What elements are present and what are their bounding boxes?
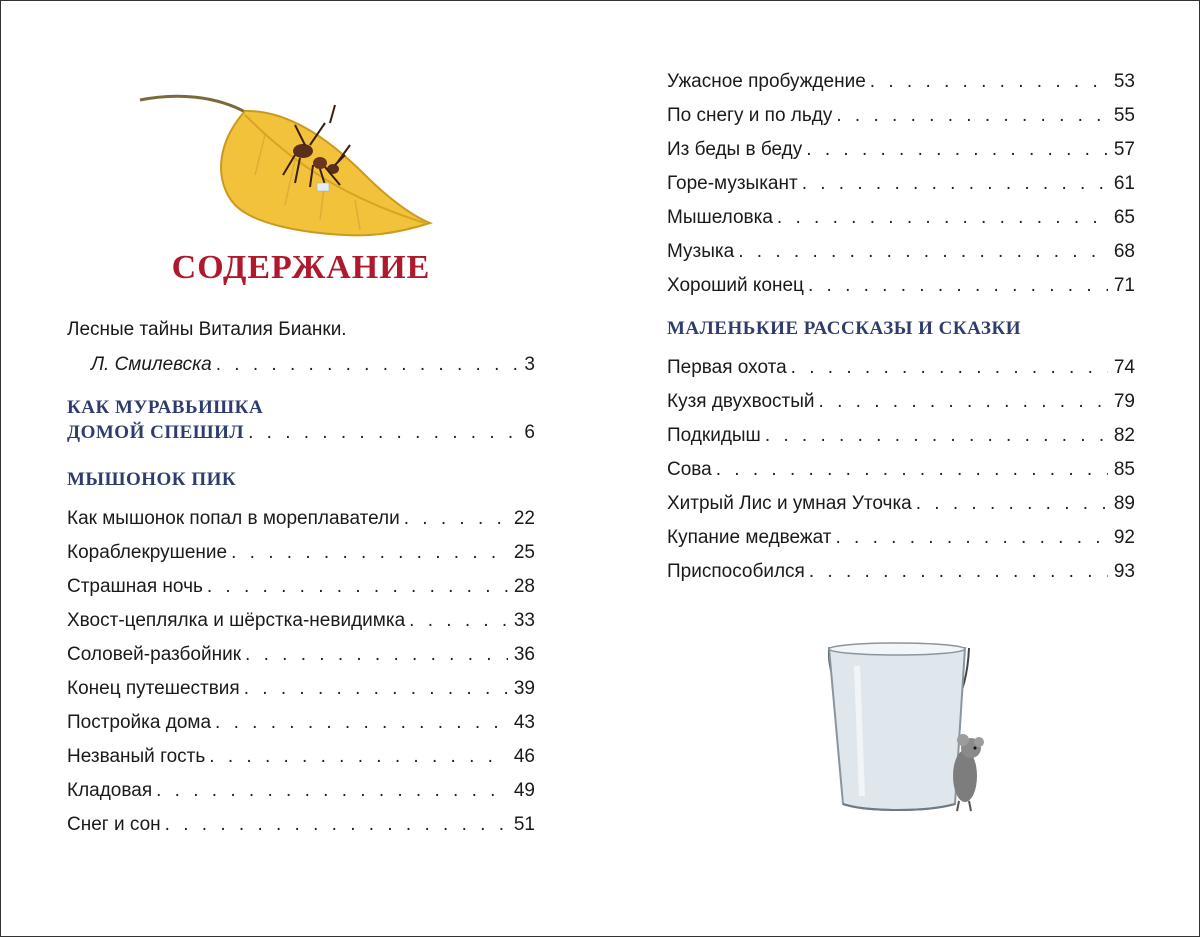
toc-page-number: 55 <box>1113 105 1135 126</box>
toc-entry-title: Незваный гость <box>67 746 206 767</box>
toc-page-number: 65 <box>1113 207 1135 228</box>
toc-entry-title: Сова <box>667 459 712 480</box>
toc-entry[interactable] <box>667 197 1135 231</box>
toc-entry[interactable] <box>67 736 535 770</box>
leader-dots <box>716 459 1108 481</box>
leader-dots <box>209 746 508 768</box>
toc-entry-title: Снег и сон <box>67 814 161 835</box>
toc-entry[interactable] <box>667 163 1135 197</box>
leader-dots <box>819 391 1108 413</box>
toc-page-number: 89 <box>1113 493 1135 514</box>
toc-entry-author: Л. Смилевска <box>91 354 212 375</box>
spacer <box>67 378 535 396</box>
toc-entry[interactable] <box>667 449 1135 483</box>
leader-dots <box>156 780 508 802</box>
toc-page-number: 57 <box>1113 139 1135 160</box>
leader-dots <box>791 357 1108 379</box>
toc-entry-preface-author[interactable] <box>67 344 535 378</box>
toc-entry-preface[interactable] <box>67 318 535 344</box>
toc-page-number: 25 <box>513 542 535 563</box>
toc-page-number: 43 <box>513 712 535 733</box>
leader-dots <box>404 508 508 530</box>
leader-dots <box>802 173 1108 195</box>
leader-dots <box>231 542 508 564</box>
section-heading-ant-line2: ДОМОЙ СПЕШИЛ <box>67 422 245 443</box>
toc-entry-title: Горе-музыкант <box>667 173 798 194</box>
toc-page-number: 92 <box>1113 527 1135 548</box>
toc-page-number: 82 <box>1113 425 1135 446</box>
leader-dots <box>836 105 1107 127</box>
leader-dots <box>207 576 508 598</box>
leader-dots <box>215 712 508 734</box>
section-heading-mouse[interactable]: МЫШОНОК ПИК <box>67 469 237 490</box>
contents-heading: СОДЕРЖАНИЕ <box>171 249 431 286</box>
spacer <box>67 446 535 468</box>
leader-dots <box>165 814 508 836</box>
leader-dots <box>409 610 508 632</box>
leader-dots <box>765 425 1108 447</box>
toc-entry-title: Мышеловка <box>667 207 773 228</box>
toc-entry[interactable] <box>667 551 1135 585</box>
toc-page-number: 68 <box>1113 241 1135 262</box>
toc-page-number: 3 <box>524 354 535 375</box>
toc-entry[interactable] <box>667 415 1135 449</box>
leader-dots <box>916 493 1108 515</box>
toc-entry-title: Хороший конец <box>667 275 804 296</box>
toc-entry-title: Как мышонок попал в мореплаватели <box>67 508 400 529</box>
toc-page-number: 36 <box>513 644 535 665</box>
toc-entry[interactable] <box>67 804 535 838</box>
leader-dots <box>245 644 508 666</box>
toc-page-number: 74 <box>1113 357 1135 378</box>
toc-entry-title: Страшная ночь <box>67 576 203 597</box>
toc-entry-title: Купание медвежат <box>667 527 832 548</box>
toc-page-number: 28 <box>513 576 535 597</box>
leader-dots <box>806 139 1108 161</box>
toc-entry-title: Кузя двухвостый <box>667 391 815 412</box>
toc-entry-title: По снегу и по льду <box>667 105 833 126</box>
toc-entry-title: Хитрый Лис и умная Уточка <box>667 493 912 514</box>
section-heading-stories[interactable]: МАЛЕНЬКИЕ РАССКАЗЫ И СКАЗКИ <box>667 318 1022 339</box>
toc-entry[interactable] <box>667 265 1135 299</box>
toc-page-number: 49 <box>513 780 535 801</box>
toc-page-number: 71 <box>1113 275 1135 296</box>
toc-entry-title: Подкидыш <box>667 425 761 446</box>
toc-entry[interactable] <box>667 517 1135 551</box>
toc-entry[interactable] <box>667 347 1135 381</box>
toc-entry-title: Кораблекрушение <box>67 542 228 563</box>
toc-entry-title: Лесные тайны Виталия Бианки. <box>67 319 347 340</box>
toc-entry[interactable] <box>667 95 1135 129</box>
bucket-with-mouse-illustration <box>817 636 1007 826</box>
birch-leaf-with-ant-illustration <box>135 65 435 255</box>
leader-dots <box>870 71 1108 93</box>
toc-entry-title: Конец путешествия <box>67 678 240 699</box>
toc-entry-ant[interactable] <box>67 420 535 446</box>
toc-entry[interactable] <box>667 483 1135 517</box>
spacer <box>667 299 1135 317</box>
leader-dots <box>835 527 1107 549</box>
leader-dots <box>809 561 1108 583</box>
toc-page-number: 61 <box>1113 173 1135 194</box>
toc-entry[interactable] <box>67 532 535 566</box>
toc-entry[interactable] <box>667 381 1135 415</box>
toc-entry-title: Кладовая <box>67 780 153 801</box>
toc-entry[interactable] <box>67 634 535 668</box>
toc-page-number: 85 <box>1113 459 1135 480</box>
toc-entry-title: Соловей-разбойник <box>67 644 242 665</box>
toc-entry-title: Первая охота <box>667 357 787 378</box>
toc-entry-title: Постройка дома <box>67 712 212 733</box>
leader-dots <box>738 241 1108 263</box>
toc-page-number: 53 <box>1113 71 1135 92</box>
toc-entry[interactable] <box>67 566 535 600</box>
toc-entry[interactable] <box>667 231 1135 265</box>
toc-left-list <box>67 318 535 838</box>
toc-page-number: 93 <box>1113 561 1135 582</box>
toc-entry-title: Приспособился <box>667 561 805 582</box>
toc-page-number: 51 <box>513 814 535 835</box>
toc-entry-title: Музыка <box>667 241 735 262</box>
toc-entry[interactable] <box>67 702 535 736</box>
leader-dots <box>777 207 1108 229</box>
toc-page-number: 22 <box>513 508 535 529</box>
toc-entry[interactable] <box>67 498 535 532</box>
toc-page-number: 79 <box>1113 391 1135 412</box>
toc-entry-title: Ужасное пробуждение <box>667 71 866 92</box>
toc-entry[interactable] <box>67 770 535 804</box>
leader-dots <box>248 422 518 444</box>
leader-dots <box>244 678 508 700</box>
section-heading-ant-line1[interactable]: КАК МУРАВЬИШКА <box>67 397 264 418</box>
toc-page-number: 46 <box>513 746 535 767</box>
toc-page-number: 6 <box>524 422 535 443</box>
toc-entry[interactable] <box>667 61 1135 95</box>
leader-dots <box>808 275 1108 297</box>
toc-entry-title: Хвост-цеплялка и шёрстка-невидимка <box>67 610 406 631</box>
leader-dots <box>216 354 519 376</box>
toc-entry-title: Из беды в беду <box>667 139 803 160</box>
toc-right-list <box>667 61 1135 585</box>
toc-entry[interactable] <box>67 668 535 702</box>
toc-page-number: 33 <box>513 610 535 631</box>
toc-entry[interactable] <box>667 129 1135 163</box>
toc-page-number: 39 <box>513 678 535 699</box>
toc-entry[interactable] <box>67 600 535 634</box>
